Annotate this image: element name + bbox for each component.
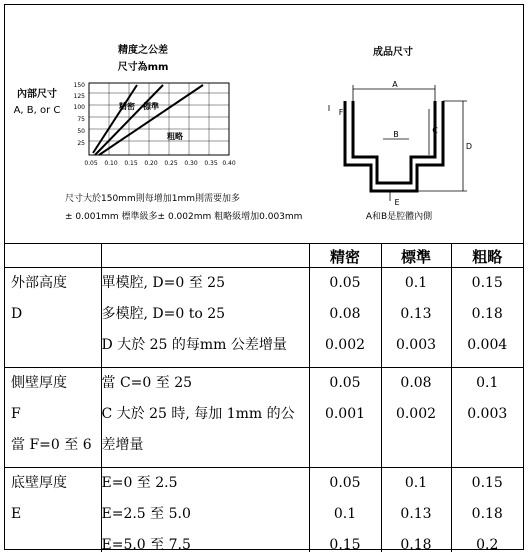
diagram-caption: A和B是腔體內側	[365, 212, 433, 222]
value-cell: 0.15	[471, 275, 503, 291]
value-cell: 0.002	[324, 337, 366, 353]
y-tick: 25	[77, 140, 85, 147]
dim-label: C	[432, 126, 438, 135]
row-fine	[309, 368, 381, 468]
chart-title: 精度之公差	[118, 45, 168, 56]
y-tick-labels	[74, 82, 86, 147]
dim-label: D	[465, 142, 473, 151]
value-cell: 0.003	[467, 406, 508, 422]
x-tick: 0.35	[204, 160, 218, 167]
condition-line: E=0 至 2.5	[101, 475, 178, 491]
category-line: D	[11, 306, 23, 322]
value-cell: 0.08	[329, 306, 361, 322]
value-cell: 0.13	[400, 306, 432, 322]
grid-lines	[89, 83, 229, 155]
figure-area	[5, 5, 523, 243]
chart-ylabel-2: A, B, or C	[13, 105, 61, 116]
dimension-labels	[339, 80, 472, 207]
x-tick: 0.25	[164, 160, 178, 167]
document-frame	[4, 4, 524, 550]
value-cell: 0.18	[471, 306, 503, 322]
chart-subtitle: 尺寸為mm	[117, 62, 169, 73]
condition-line: 單模腔, D=0 至 25	[101, 275, 225, 291]
value-cell: 0.001	[324, 406, 366, 422]
condition-line: C 大於 25 時, 每加 1mm 的公	[101, 406, 295, 422]
y-tick: 75	[77, 116, 85, 123]
condition-line: E=2.5 至 5.0	[101, 506, 191, 522]
category-line: 底壁厚度	[11, 475, 67, 491]
category-line: 當 F=0 至 6	[11, 437, 92, 453]
row-standard	[381, 368, 451, 468]
diagram-title: 成品尺寸	[373, 47, 413, 58]
category-line: E	[11, 506, 22, 522]
x-tick: 0.10	[104, 160, 118, 167]
figure-svg	[5, 5, 523, 243]
value-cell: 0.18	[400, 537, 432, 552]
value-cell: 0.13	[400, 506, 432, 522]
row-coarse	[451, 468, 523, 552]
value-cell: 0.003	[395, 337, 437, 353]
condition-line: D 大於 25 的每mm 公差增量	[101, 337, 287, 353]
condition-line: E=5.0 至 7.5	[101, 537, 191, 552]
row-coarse	[451, 268, 523, 368]
table-row	[5, 268, 523, 368]
dim-label: B	[393, 130, 399, 139]
category-line: 外部高度	[11, 275, 67, 291]
dim-label: A	[392, 80, 398, 89]
y-tick: 100	[73, 104, 85, 111]
y-tick: 50	[77, 128, 85, 135]
outer-wall	[345, 101, 443, 191]
row-category	[5, 368, 101, 468]
condition-line: 多模腔, D=0 to 25	[101, 306, 226, 322]
y-tick: 150	[73, 82, 85, 89]
curve-label: 精密	[119, 102, 135, 111]
tolerance-curves	[93, 85, 203, 155]
curve-label: 粗略	[167, 132, 183, 141]
value-cell: 0.1	[333, 506, 357, 522]
condition-line: 當 C=0 至 25	[101, 375, 193, 391]
row-category	[5, 468, 101, 552]
value-cell: 0.1	[476, 375, 499, 391]
chart-ylabel-1: 內部尺寸	[17, 89, 57, 100]
chart-note-1: 尺寸大於150mm則每增加1mm則需要加多	[65, 194, 240, 204]
value-cell: 0.18	[471, 506, 503, 522]
value-cell: 0.15	[471, 475, 503, 491]
dim-label: E	[394, 198, 400, 207]
header-coarse: 粗略	[451, 244, 523, 268]
table-row	[5, 468, 523, 552]
value-cell: 0.05	[329, 275, 361, 291]
category-line: 側壁厚度	[11, 375, 67, 391]
x-tick: 0.05	[84, 160, 98, 167]
chart-note-2: ± 0.001mm 標準級多± 0.002mm 粗略級增加0.003mm	[65, 212, 303, 222]
value-cell: 0.05	[329, 475, 361, 491]
row-standard	[381, 468, 451, 552]
table-header-row	[5, 244, 523, 268]
part-profile	[345, 101, 443, 191]
value-cell: 0.1	[404, 275, 428, 291]
x-tick: 0.40	[222, 160, 236, 167]
row-conditions	[101, 268, 309, 368]
table-row	[5, 368, 523, 468]
dim-label: F	[338, 108, 344, 117]
x-tick: 0.20	[144, 160, 158, 167]
condition-line: 差增量	[101, 437, 144, 453]
x-tick: 0.15	[124, 160, 138, 167]
value-cell: 0.1	[404, 475, 428, 491]
plot-frame	[89, 83, 229, 155]
header-fine: 精密	[309, 244, 381, 268]
header-category	[5, 244, 101, 268]
x-tick: 0.30	[184, 160, 198, 167]
value-cell: 0.002	[395, 406, 437, 422]
row-conditions	[101, 368, 309, 468]
category-line: F	[11, 406, 21, 422]
row-coarse	[451, 368, 523, 468]
curve-label: 標準	[143, 102, 159, 111]
header-condition	[101, 244, 309, 268]
value-cell: 0.08	[400, 375, 432, 391]
row-fine	[309, 268, 381, 368]
row-category	[5, 268, 101, 368]
value-cell: 0.15	[329, 537, 361, 552]
x-tick-labels	[84, 160, 236, 167]
tolerance-table	[5, 243, 523, 552]
row-fine	[309, 468, 381, 552]
row-standard	[381, 268, 451, 368]
value-cell: 0.004	[467, 337, 508, 353]
row-conditions	[101, 468, 309, 552]
header-standard: 標準	[381, 244, 451, 268]
value-cell: 0.2	[476, 537, 499, 552]
value-cell: 0.05	[329, 375, 361, 391]
y-tick: 125	[73, 93, 85, 100]
inner-wall	[353, 101, 435, 183]
